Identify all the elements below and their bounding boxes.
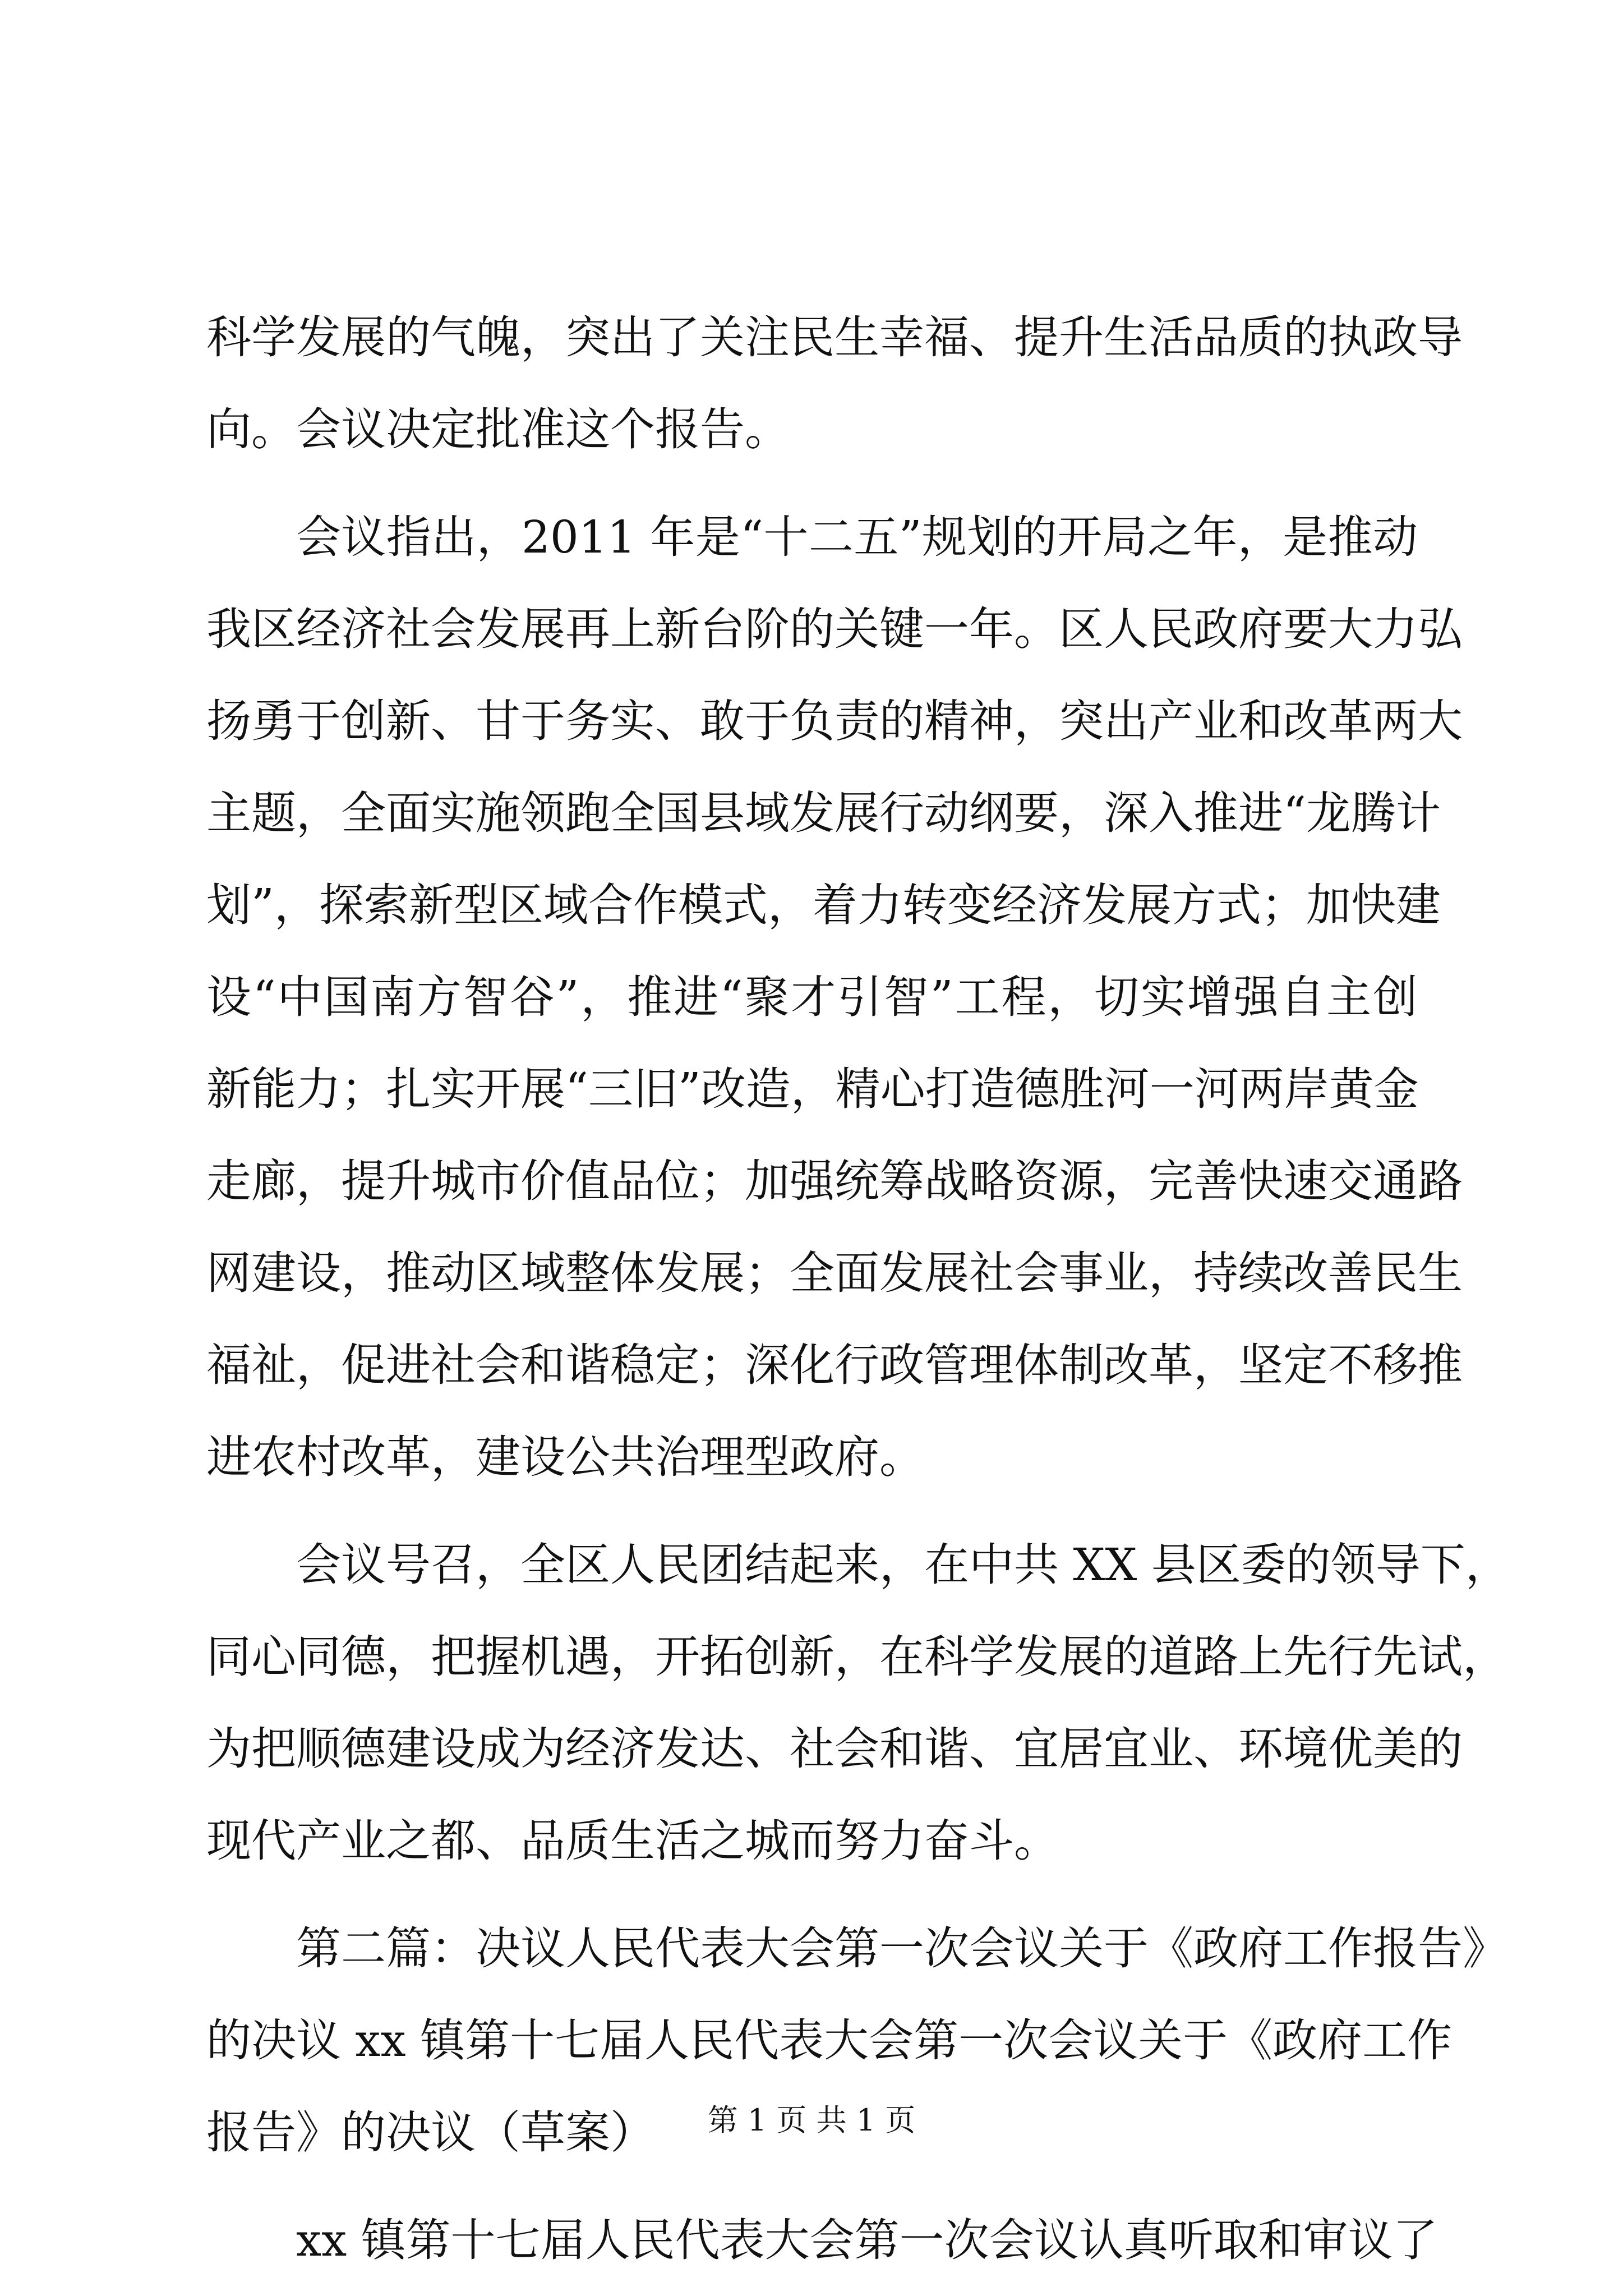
text-line: 向。会议决定批准这个报告。: [206, 403, 790, 455]
paragraph-gap: [206, 2179, 1418, 2194]
text-line: 科学发展的气魄，突出了关注民生幸福、提升生活品质的执政导: [206, 311, 1463, 364]
text-line: 会议号召，全区人民团结起来，在中共 XX 县区委的领导下，: [296, 1539, 1510, 1591]
text-line: 为把顺德建设成为经济发达、社会和谐、宜居宜业、环境优美的: [206, 1723, 1463, 1775]
paragraph-gap: [206, 476, 1418, 491]
paragraph-gap: [206, 1887, 1418, 1903]
text-line: 设“中国南方智谷”，推进“聚才引智”工程，切实增强自主创: [206, 971, 1418, 1023]
text-line: 新能力；扎实开展“三旧”改造，精心打造德胜河一河两岸黄金: [206, 1063, 1419, 1115]
text-line: 同心同德，把握机遇，开拓创新，在科学发展的道路上先行先试，: [206, 1631, 1507, 1683]
text-line: 我区经济社会发展再上新台阶的关键一年。区人民政府要大力弘: [206, 603, 1463, 655]
page-footer: 第 1 页 共 1 页: [707, 2102, 916, 2138]
text-line: 报告》的决议（草案）: [206, 2106, 655, 2159]
text-line: 主题，全面实施领跑全国县域发展行动纲要，深入推进“龙腾计: [206, 787, 1441, 839]
text-line: 走廊，提升城市价值品位；加强统筹战略资源，完善快速交通路: [206, 1155, 1463, 1207]
text-line: 扬勇于创新、甘于务实、敢于负责的精神，突出产业和改革两大: [206, 695, 1463, 747]
paragraph-gap: [206, 1503, 1418, 1519]
document-body: [206, 292, 1510, 2286]
text-line: 会议指出，2011 年是“十二五”规划的开局之年，是推动: [296, 511, 1418, 563]
text-line: 的决议 xx 镇第十七届人民代表大会第一次会议关于《政府工作: [206, 2014, 1453, 2067]
text-line: 现代产业之都、品质生活之城而努力奋斗。: [206, 1815, 1059, 1867]
text-line: 网建设，推动区域整体发展；全面发展社会事业，持续改善民生: [206, 1247, 1463, 1299]
text-line: 第二篇：决议人民代表大会第一次会议关于《政府工作报告》: [296, 1922, 1507, 1975]
text-line: 进农村改革，建设公共治理型政府。: [206, 1431, 924, 1483]
text-line: 福祉，促进社会和谐稳定；深化行政管理体制改革，坚定不移推: [206, 1339, 1463, 1391]
text-line: 划”，探索新型区域合作模式，着力转变经济发展方式；加快建: [206, 879, 1441, 931]
text-line: xx 镇第十七届人民代表大会第一次会议认真听取和审议了: [296, 2214, 1438, 2266]
